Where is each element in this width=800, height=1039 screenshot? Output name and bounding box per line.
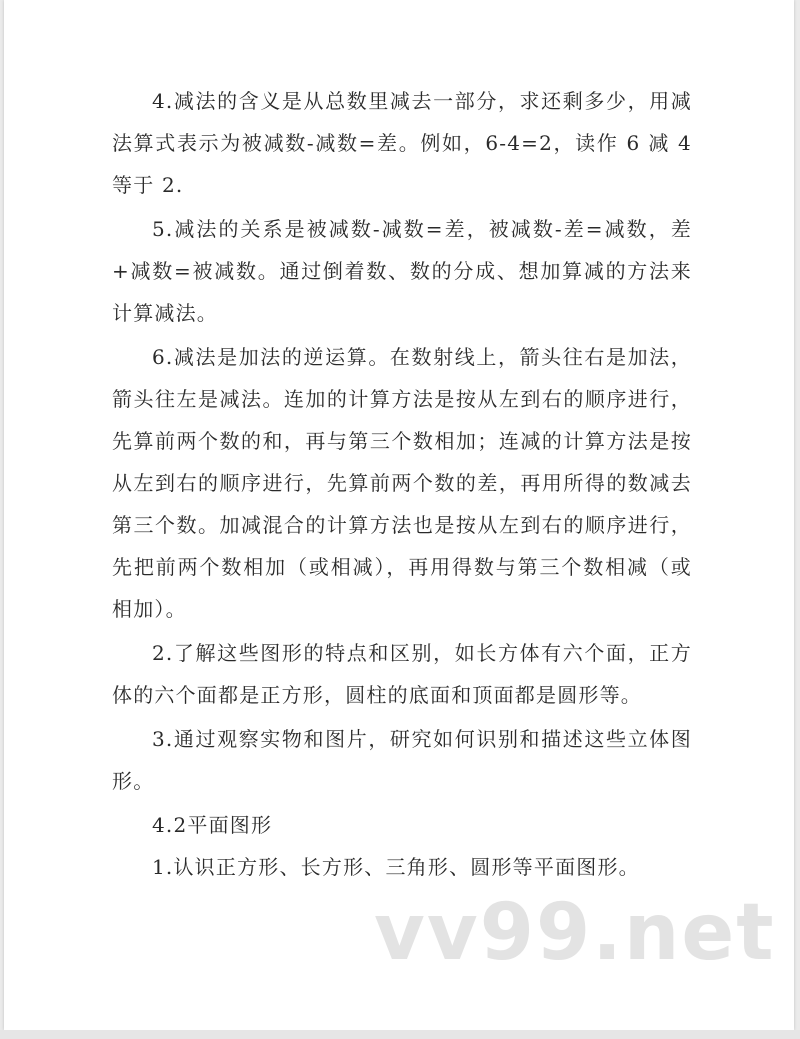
paragraph-subtraction-relation: 5.减法的关系是被减数-减数=差，被减数-差=减数，差+减数=被减数。通过倒着数、数的分成、想加算减的方法来计算减法。 [112,217,692,325]
paragraph-inverse-operation: 6.减法是加法的逆运算。在数射线上，箭头往右是加法，箭头往左是减法。连加的计算方法是按从左到右的顺序进行，先算前两个数的和，再与第三个数相加；连减的计算方法是按从左到右的顺序进行，先算前两个数的差，再用所得的数减去第三个数。加减混合的计算方法也是按从左到右的顺序进行，先把前两个数相加（或相减），再用得数与第三个数相减（或相加）。 [112,345,692,621]
page-bottom-edge [0,1030,800,1039]
document-page [4,0,794,1030]
paragraph-observe-shapes: 3.通过观察实物和图片，研究如何识别和描述这些立体图形。 [112,727,692,793]
paragraph-shape-features: 2.了解这些图形的特点和区别，如长方体有六个面，正方体的六个面都是正方形，圆柱的底面和顶面都是圆形等。 [112,641,692,707]
section-heading-plane-figures: 4.2平面图形 [152,813,273,837]
watermark: vv99.net [374,888,776,978]
document-body [112,80,692,888]
paragraph-plane-figures: 1.认识正方形、长方形、三角形、圆形等平面图形。 [152,855,640,879]
paragraph-subtraction-meaning: 4.减法的含义是从总数里减去一部分，求还剩多少，用减法算式表示为被减数-减数=差。例如，6-4=2，读作 6 减 4 等于 2. [112,89,692,197]
